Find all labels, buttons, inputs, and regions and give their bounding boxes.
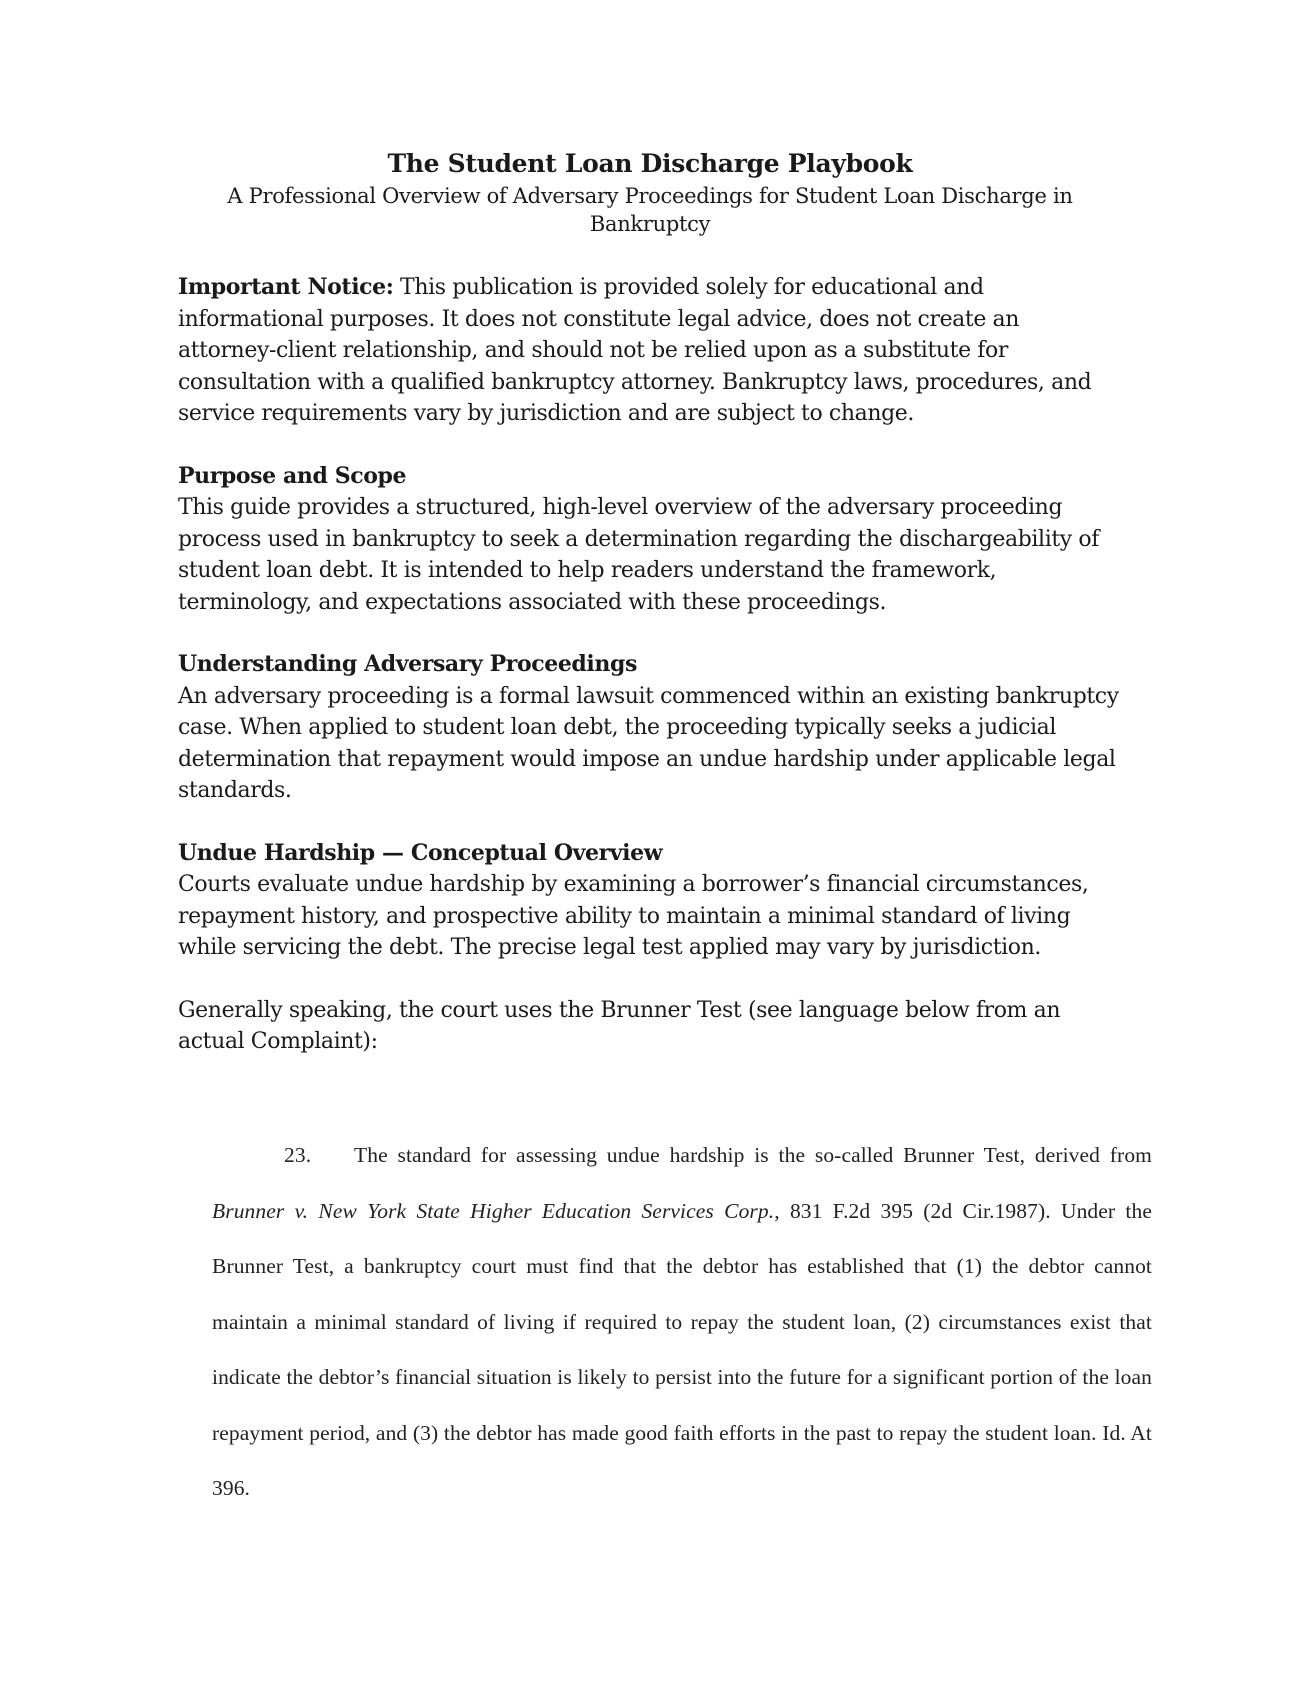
section-purpose-and-scope: [178, 461, 1123, 619]
document-header: [180, 148, 1120, 238]
section-understanding-adversary-proceedings: [178, 649, 1123, 807]
quote-text-after-case: , 831 F.2d 395 (2d Cir.1987). Under the Brunner Test, a bankruptcy court must find that the debtor has established that (1) the debtor cannot maintain a minimal standard of living if required to repay the student loan, (2) circumstances exist that indicate the debtor’s financial situation is likely to persist into the future for a significant portion of the loan repayment period, and (3) the debtor has made good faith efforts in the past to repay the student loan. Id. At 396.: [212, 1198, 1152, 1500]
complaint-excerpt: [212, 1128, 1152, 1517]
section-heading: Undue Hardship — Conceptual Overview: [178, 839, 663, 866]
section-text: An adversary proceeding is a formal lawsuit commenced within an existing bankruptcy case. When applied to student loan debt, the proceeding typically seeks a judicial determination that repayment would impose an undue hardship under applicable legal standards.: [178, 683, 1119, 803]
document-body: [178, 272, 1123, 1089]
intro-to-quote: Generally speaking, the court uses the Brunner Test (see language below from an actual Complaint):: [178, 997, 1061, 1054]
paragraph-number: 23.: [284, 1143, 312, 1167]
section-text: This guide provides a structured, high-level overview of the adversary proceeding process used in bankruptcy to seek a determination regarding the dischargeability of student loan debt. It is intended to help readers understand the framework, terminology, and expectations associated with these proceedings.: [178, 495, 1099, 615]
notice-text: This publication is provided solely for educational and informational purposes. It does not constitute legal advice, does not create an attorney-client relationship, and should not be relied upon as a substitute for consultation with a qualified bankruptcy attorney. Bankruptcy laws, procedures, and service requirements vary by jurisdiction and are subject to change.: [178, 275, 1092, 426]
case-citation-name: Brunner v. New York State Higher Education Services Corp.: [212, 1198, 775, 1223]
section-undue-hardship: [178, 838, 1123, 964]
section-heading: Understanding Adversary Proceedings: [178, 651, 637, 677]
section-heading: Purpose and Scope: [178, 462, 407, 489]
section-text: Courts evaluate undue hardship by examining a borrower’s financial circumstances, repayment history, and prospective ability to maintain a minimal standard of living while servicing the debt. The precise legal test applied may vary by jurisdiction.: [178, 872, 1089, 960]
document-title: The Student Loan Discharge Playbook: [387, 149, 913, 178]
document-subtitle: A Professional Overview of Adversary Proceedings for Student Loan Discharge in Bankruptcy: [227, 184, 1073, 236]
quote-text-before-case: The standard for assessing undue hardship is the so-called Brunner Test, derived from: [354, 1143, 1152, 1167]
important-notice: [178, 272, 1123, 430]
notice-label: Important Notice:: [178, 274, 394, 300]
